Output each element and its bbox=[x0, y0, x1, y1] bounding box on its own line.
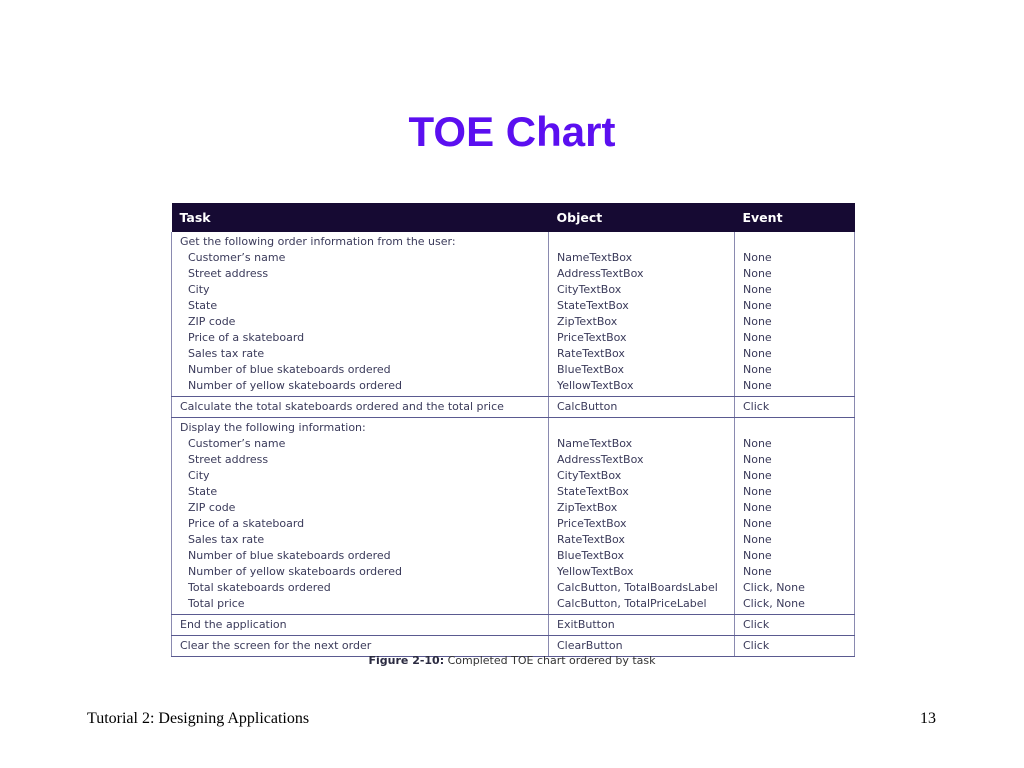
table-row bbox=[172, 232, 855, 397]
event-name: Click, None bbox=[743, 597, 805, 610]
object-name bbox=[557, 234, 734, 250]
object-name: AddressTextBox bbox=[557, 267, 644, 280]
task-item: Street address bbox=[188, 453, 269, 466]
task-item: State bbox=[188, 485, 218, 498]
event-name: Click bbox=[743, 639, 770, 652]
cell-object bbox=[549, 615, 735, 636]
object-name: ZipTextBox bbox=[557, 315, 618, 328]
event-name bbox=[743, 420, 854, 436]
event-name: Click bbox=[743, 618, 770, 631]
event-name: None bbox=[743, 379, 772, 392]
task-heading: Display the following information: bbox=[180, 421, 366, 434]
object-name: CityTextBox bbox=[557, 469, 622, 482]
event-name: None bbox=[743, 299, 772, 312]
event-name: None bbox=[743, 315, 772, 328]
event-name: None bbox=[743, 267, 772, 280]
header-object: Object bbox=[549, 203, 735, 232]
task-heading: End the application bbox=[180, 618, 287, 631]
table-row bbox=[172, 418, 855, 615]
task-item: Price of a skateboard bbox=[188, 331, 305, 344]
task-item: City bbox=[188, 469, 210, 482]
task-item: Total skateboards ordered bbox=[188, 581, 331, 594]
event-name: None bbox=[743, 251, 772, 264]
object-name: YellowTextBox bbox=[557, 379, 634, 392]
task-item: Sales tax rate bbox=[188, 347, 265, 360]
slide-title: TOE Chart bbox=[408, 108, 616, 155]
task-item: Total price bbox=[188, 597, 245, 610]
object-name: ZipTextBox bbox=[557, 501, 618, 514]
object-name: StateTextBox bbox=[557, 485, 629, 498]
task-heading: Clear the screen for the next order bbox=[180, 639, 372, 652]
object-name: BlueTextBox bbox=[557, 363, 625, 376]
object-name: CalcButton, TotalPriceLabel bbox=[557, 597, 707, 610]
cell-task bbox=[172, 615, 549, 636]
object-name: AddressTextBox bbox=[557, 453, 644, 466]
table-row bbox=[172, 397, 855, 418]
event-name: None bbox=[743, 331, 772, 344]
object-name: PriceTextBox bbox=[557, 331, 627, 344]
event-name: Click bbox=[743, 400, 770, 413]
task-item: Customer’s name bbox=[188, 251, 286, 264]
task-item: Number of yellow skateboards ordered bbox=[188, 379, 402, 392]
object-name: RateTextBox bbox=[557, 347, 625, 360]
event-name: None bbox=[743, 363, 772, 376]
cell-object bbox=[549, 232, 735, 397]
object-name: CityTextBox bbox=[557, 283, 622, 296]
caption-text: Completed TOE chart ordered by task bbox=[447, 654, 656, 667]
object-name: NameTextBox bbox=[557, 437, 633, 450]
event-name: None bbox=[743, 437, 772, 450]
cell-event bbox=[735, 615, 855, 636]
task-item: Price of a skateboard bbox=[188, 517, 305, 530]
event-name: None bbox=[743, 501, 772, 514]
table-row bbox=[172, 615, 855, 636]
event-name: None bbox=[743, 283, 772, 296]
task-item: Number of blue skateboards ordered bbox=[188, 363, 391, 376]
task-item: Number of yellow skateboards ordered bbox=[188, 565, 402, 578]
event-name: None bbox=[743, 469, 772, 482]
task-item: ZIP code bbox=[188, 501, 236, 514]
object-name bbox=[557, 420, 734, 436]
task-item: Sales tax rate bbox=[188, 533, 265, 546]
cell-task bbox=[172, 418, 549, 615]
object-name: BlueTextBox bbox=[557, 549, 625, 562]
object-name: PriceTextBox bbox=[557, 517, 627, 530]
footer-title: Tutorial 2: Designing Applications bbox=[87, 710, 310, 727]
object-name: StateTextBox bbox=[557, 299, 629, 312]
task-item: Number of blue skateboards ordered bbox=[188, 549, 391, 562]
object-name: CalcButton, TotalBoardsLabel bbox=[557, 581, 718, 594]
cell-event bbox=[735, 418, 855, 615]
task-heading: Calculate the total skateboards ordered and the total price bbox=[180, 400, 504, 413]
event-name: None bbox=[743, 347, 772, 360]
table-header-row bbox=[172, 203, 855, 232]
task-heading: Get the following order information from the user: bbox=[180, 235, 456, 248]
task-item: City bbox=[188, 283, 210, 296]
object-name: NameTextBox bbox=[557, 251, 633, 264]
cell-task bbox=[172, 397, 549, 418]
event-name: None bbox=[743, 565, 772, 578]
object-name: ExitButton bbox=[557, 618, 615, 631]
cell-object bbox=[549, 418, 735, 615]
toe-chart-table bbox=[171, 203, 855, 657]
cell-task bbox=[172, 232, 549, 397]
object-name: CalcButton bbox=[557, 400, 618, 413]
event-name: None bbox=[743, 533, 772, 546]
table-body bbox=[172, 232, 855, 657]
header-task: Task bbox=[172, 203, 549, 232]
event-name: None bbox=[743, 517, 772, 530]
header-event: Event bbox=[735, 203, 855, 232]
task-item: ZIP code bbox=[188, 315, 236, 328]
event-name bbox=[743, 234, 854, 250]
task-item: Customer’s name bbox=[188, 437, 286, 450]
event-name: Click, None bbox=[743, 581, 805, 594]
object-name: RateTextBox bbox=[557, 533, 625, 546]
task-item: State bbox=[188, 299, 218, 312]
task-item: Street address bbox=[188, 267, 269, 280]
cell-event bbox=[735, 232, 855, 397]
object-name: YellowTextBox bbox=[557, 565, 634, 578]
caption-label: Figure 2-10: bbox=[368, 654, 445, 667]
figure-caption bbox=[0, 654, 1024, 667]
object-name: ClearButton bbox=[557, 639, 623, 652]
cell-event bbox=[735, 397, 855, 418]
event-name: None bbox=[743, 453, 772, 466]
cell-object bbox=[549, 397, 735, 418]
event-name: None bbox=[743, 549, 772, 562]
event-name: None bbox=[743, 485, 772, 498]
page-number: 13 bbox=[920, 710, 936, 727]
